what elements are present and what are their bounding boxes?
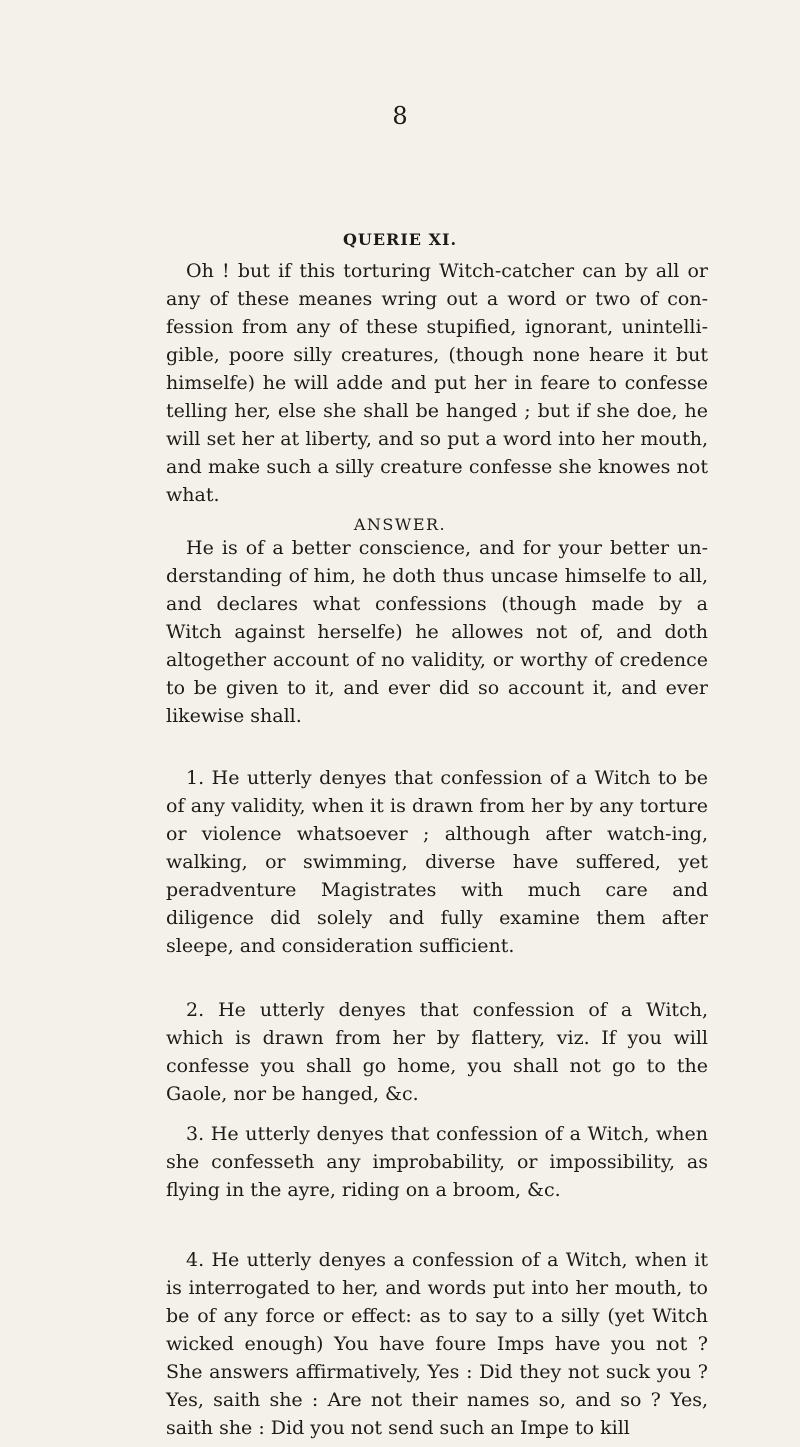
numbered-paragraph-2: 2. He utterly denyes that confession of a Witch, which is drawn from her by flattery, viz. If you will confesse you shall go home, you shall not go to the Gaole, nor be hanged, &c. <box>166 999 708 1105</box>
numbered-paragraph-3: 3. He utterly denyes that confession of a Witch, when she confesseth any improbability, or impossibility, as flying in the ayre, riding on a broom, &c. <box>166 1123 708 1201</box>
numbered-paragraph-4: 4. He utterly denyes a confession of a Witch, when it is interrogated to her, and words put into her mouth, to be of any force or effect: as to say to a silly (yet Witch wicked enough) You have foure Imps have you not ? She answers affirmatively, Yes : Did they not suck you ? Yes, saith she : Are not their names so, and so ? Yes, saith she : Did you not send such an Impe to kill <box>166 1249 708 1439</box>
answer-paragraph: He is of a better conscience, and for your better un-derstanding of him, he doth thus uncase himselfe to all, and declares what confessions (though made by a Witch against herselfe) he allowes not of, and doth altogether account of no validity, or worthy of credence to be given to it, and ever did so account it, and ever likewise shall. <box>166 537 708 727</box>
querie-paragraph: Oh ! but if this torturing Witch-catcher can by all or any of these meanes wring out a word or two of con-fession from any of these stupified, ignorant, unintelli-gible, poore silly creatures, (though none heare it but himselfe) he will adde and put her in feare to confesse telling her, else she shall be hanged ; but if she doe, he will set her at liberty, and so put a word into her mouth, and make such a silly creature confesse she knowes not what. <box>166 260 708 506</box>
page-number: 8 <box>392 102 408 130</box>
numbered-paragraph-1: 1. He utterly denyes that confession of a Witch to be of any validity, when it is drawn from her by any torture or violence whatsoever ; although after watch-ing, walking, or swimming, diverse have suffered, yet peradventure Magistrates with much care and diligence did solely and fully examine them after sleepe, and consideration sufficient. <box>166 767 708 957</box>
querie-heading: QUERIE XI. <box>342 230 458 249</box>
answer-heading: ANSWER. <box>353 515 447 534</box>
